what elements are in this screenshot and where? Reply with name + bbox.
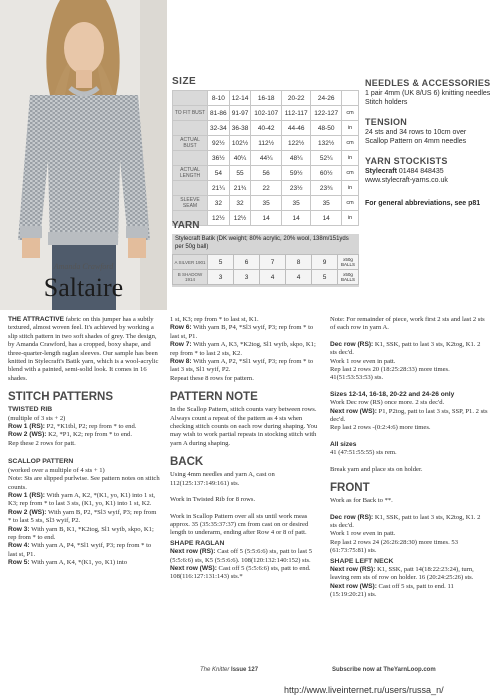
size-cell: 81-86 [208, 106, 230, 121]
twisted-rib-multiple: (multiple of 3 sts + 2) [8, 414, 66, 422]
size-cell: 23¾ [311, 181, 342, 196]
row-label: Row 2 (WS): [8, 508, 47, 516]
row-text: With yarn A, K2, *(K1, yo, K1) into 1 st, K3; rep from * to last 3 sts, (K1, yo, K1) into 1 st, K2. [8, 491, 156, 508]
size-cell: 32 [208, 196, 230, 211]
size-unit: cm [342, 136, 359, 151]
row-label: Next row (WS): [330, 582, 377, 590]
size-cell: 122-127 [311, 106, 342, 121]
row-text: Cast off 5 (5:5:6:6) sts, patt to last 5 (5:5:6:6) sts, K5 (5:5:6:6). 108(120:132:140:152) sts. [170, 548, 313, 564]
back-body: Work in Scallop Pattern over all sts until work meas approx. 35 (35:35:37:37) cm from cast on or desired length to underarm, ending after Row 4 or 8 of patt. [170, 512, 309, 537]
row-text: 41 (47:51:55:55) sts rem. [330, 449, 397, 457]
size-cell: 40-42 [251, 121, 282, 136]
row-label: Row 4: [8, 542, 30, 550]
size-cell: 52¼ [311, 151, 342, 166]
row-text: Break yarn and place sts on holder. [330, 465, 423, 473]
row-text: With yarn B, P2, *Sl3 wyif, P3; rep from * to last 5 sts, Sl3 wyif, P2. [8, 508, 157, 525]
row-text: Rep last 2 rows -(0:2:4:6) more times. [330, 424, 431, 432]
size-row-label: TO FIT BUST [173, 106, 208, 121]
size-cell: 21¾ [229, 181, 251, 196]
size-row [173, 121, 359, 136]
yarn-cell: 3 [208, 270, 234, 285]
front-heading: FRONT [330, 482, 370, 495]
abbreviations-note: For general abbreviations, see p81 [365, 200, 481, 207]
yarn-cell: 6 [234, 255, 260, 270]
row-text: Work as for Back to **. [330, 497, 393, 505]
yarn-row [173, 255, 359, 270]
row-label: Row 8: [170, 358, 192, 366]
column-3 [330, 316, 488, 600]
row-label: Dec row (RS): [330, 340, 374, 348]
size-heading: SIZE [172, 76, 197, 87]
yarn-cell: 8 [286, 255, 312, 270]
row-label: Row 5: [8, 559, 30, 567]
scallop-multiple: (worked over a multiple of 4 sts + 1) [8, 466, 105, 474]
size-cell: 102½ [229, 136, 251, 151]
size-cell: 14 [251, 211, 282, 226]
size-row [173, 91, 359, 106]
row-text: With yarn B, K1, *K2tog, Sl1 wyib, skpo, K1; rep from * to end. [8, 525, 154, 541]
yarn-cell: 5 [208, 255, 234, 270]
size-cell: 36½ [208, 151, 230, 166]
stockists-text [365, 167, 491, 185]
size-row [173, 181, 359, 196]
pattern-note-text: In the Scallop Pattern, stitch counts vary between rows. Always count a repeat of the pattern as 4 sts when checking stitch counts on each row during shaping. You may wish to work partial repeats in stocking stitch with yarn A during shaping. [170, 406, 318, 447]
back-heading: BACK [170, 456, 204, 469]
yarn-cell: 4 [286, 270, 312, 285]
size-table [172, 90, 359, 226]
size-cell: 22 [251, 181, 282, 196]
row-text: K1, SSK, patt 14(18:22:23:24), turn, leaving rem sts of row on holder. 16 (20:24:25:26) sts. [330, 565, 474, 582]
scallop-heading: SCALLOP PATTERN [8, 458, 74, 466]
row-label: Next row (WS): [330, 407, 377, 415]
yarn-colour-label: A SILVER 1901 [173, 255, 208, 270]
shape-left-neck-heading: SHAPE LEFT NECK [330, 557, 394, 565]
size-row [173, 211, 359, 226]
design-credit [0, 262, 167, 303]
row-text: K2, *P1, K2; rep from * to end. [48, 431, 133, 439]
row-text: Rep last 2 rows 24 (26:26:28:30) more times. 53 (61:73:75:81) sts. [330, 538, 459, 555]
row-text: P1, P2tog, patt to last 3 sts, SSP, P1. 2 sts dec'd. [330, 407, 488, 424]
row-label: Row 6: [170, 324, 192, 332]
pattern-title: Saltaire [43, 273, 124, 302]
size-row-label: SLEEVE SEAM [173, 196, 208, 211]
issue-number: Issue 127 [231, 667, 259, 673]
size-row [173, 136, 359, 151]
row-label: Row 1 (RS): [8, 491, 45, 499]
size-row-label: ACTUAL LENGTH [173, 166, 208, 181]
back-cast-on: Using 4mm needles and yarn A, cast on 112(125:137:149:161) sts. [170, 471, 275, 487]
row-label: Dec row (RS): [330, 513, 374, 521]
column-1 [8, 316, 160, 568]
size-cell: 35 [311, 196, 342, 211]
size-cell: 112-117 [281, 106, 310, 121]
yarn-table [172, 254, 359, 285]
designer-name: Amanda Crawford [53, 262, 114, 271]
size-row-label [173, 91, 208, 106]
repeat-note: Rep these 2 rows for patt. [8, 439, 76, 447]
yarn-row [173, 270, 359, 285]
size-row-label [173, 121, 208, 136]
row-text: Cast off 5 (5:5:6:6) sts, patt to end. 108(116:127:131:143) sts.* [170, 564, 311, 581]
size-row [173, 106, 359, 121]
row-label: Next row (RS): [170, 548, 216, 556]
size-cell: 91-97 [229, 106, 251, 121]
needles-heading: NEEDLES & ACCESSORIES [365, 78, 491, 88]
size-row [173, 151, 359, 166]
row-text: K1, SSK, patt to last 3 sts, K2tog, K1. 2 sts dec'd. [330, 513, 481, 529]
size-unit: cm [342, 196, 359, 211]
size-cell: 20-22 [281, 91, 310, 106]
size-cell: 16-18 [251, 91, 282, 106]
subscribe-link[interactable]: Subscribe now at TheYarnLoop.com [332, 667, 436, 673]
row-text: With yarn A, K4, *(K1, yo, K1) into [31, 559, 128, 567]
size-unit: cm [342, 106, 359, 121]
size-cell: 35 [251, 196, 282, 211]
size-row-label [173, 151, 208, 166]
row-text: K1, SSK, patt to last 3 sts, K2tog, K1. 2 sts dec'd. [330, 340, 481, 357]
row-text: 1 st, K3; rep from * to last st, K1. [170, 316, 259, 323]
back-rib: Work in Twisted Rib for 8 rows. [170, 496, 256, 504]
size-unit: cm [342, 166, 359, 181]
row-label: Row 7: [170, 341, 192, 349]
row-text: P2, *K1tbl, P2; rep from * to end. [46, 423, 137, 431]
stockists-heading: YARN STOCKISTS [365, 156, 448, 166]
tension-text: 24 sts and 34 rows to 10cm over Scallop Pattern on 4mm needles [365, 129, 467, 145]
size-cell: 32 [229, 196, 251, 211]
size-cell: 102-107 [251, 106, 282, 121]
repeat-note: Repeat these 8 rows for pattern. [170, 374, 254, 382]
needles-text: 1 pair 4mm (UK 8/US 6) knitting needles Stitch holders [365, 90, 491, 106]
row-label: Row 3: [8, 525, 30, 533]
footer-magazine [200, 667, 258, 673]
row-text: Cast off 5 sts, patt to end. 11 (15:19:20:21) sts. [330, 582, 454, 599]
yarn-description: Stylecraft Batik (DK weight; 80% acrylic, 20% wool, 138m/151yds per 50g ball) [175, 236, 349, 250]
size-cell: 24-26 [311, 91, 342, 106]
yarn-cell: 3 [234, 270, 260, 285]
twisted-rib-heading: TWISTED RIB [8, 406, 53, 414]
scallop-note: Note: Sts are slipped purlwise. See pattern notes on stitch counts. [8, 475, 160, 491]
size-cell: 8-10 [208, 91, 230, 106]
size-cell: 12½ [208, 211, 230, 226]
size-cell: 14 [281, 211, 310, 226]
yarn-unit: x50g BALLS [338, 255, 359, 270]
size-cell: 92½ [208, 136, 230, 151]
size-cell: 112½ [251, 136, 282, 151]
size-cell: 60½ [311, 166, 342, 181]
row-text: Work 1 row even in patt. [330, 530, 396, 538]
size-row [173, 196, 359, 211]
size-cell: 44¼ [251, 151, 282, 166]
size-cell: 59½ [281, 166, 310, 181]
all-sizes-subheading: All sizes [330, 440, 357, 448]
size-unit: in [342, 181, 359, 196]
stockist-name: Stylecraft [365, 168, 397, 175]
row-text: Work Dec row (RS) once more. 2 sts dec'd. [330, 399, 445, 407]
size-cell: 12-14 [229, 91, 251, 106]
size-cell: 23½ [281, 181, 310, 196]
row-text: Rep last 2 rows 20 (18:25:28:33) more times. 41(51:53:53:53) sts. [330, 366, 450, 382]
size-cell: 12½ [229, 211, 251, 226]
size-unit: in [342, 151, 359, 166]
size-cell: 56 [251, 166, 282, 181]
yarn-heading: YARN [172, 220, 200, 231]
size-cell: 14 [311, 211, 342, 226]
row-text: With yarn A, P2, *Sl1 wyif, P3; rep from * to last 3 sts, Sl1 wyif, P2. [170, 358, 314, 374]
magazine-name: The Knitter [200, 667, 230, 673]
size-cell: 122½ [281, 136, 310, 151]
row-label: Next row (RS): [330, 565, 376, 573]
yarn-a-note: Note: For remainder of piece, work first 2 sts and last 2 sts of each row in yarn A. [330, 316, 485, 332]
size-cell: 48¼ [281, 151, 310, 166]
size-cell: 21¼ [208, 181, 230, 196]
size-unit: in [342, 121, 359, 136]
yarn-cell: 7 [260, 255, 286, 270]
size-cell: 55 [229, 166, 251, 181]
size-cell: 132½ [311, 136, 342, 151]
yarn-cell: 4 [260, 270, 286, 285]
size-cell: 40¼ [229, 151, 251, 166]
size-cell: 48-50 [311, 121, 342, 136]
sizes-subheading: Sizes 12-14, 16-18, 20-22 and 24-26 only [330, 390, 455, 398]
size-row [173, 166, 359, 181]
stockist-web: www.stylecraft-yarns.co.uk [365, 177, 448, 184]
size-cell: 36-38 [229, 121, 251, 136]
size-cell: 54 [208, 166, 230, 181]
size-cell: 35 [281, 196, 310, 211]
row-label: Row 2 (WS): [8, 431, 47, 439]
yarn-unit: x50g BALLS [338, 270, 359, 285]
intro-lead: THE ATTRACTIVE [8, 316, 65, 323]
tension-heading: TENSION [365, 117, 408, 127]
size-unit: in [342, 211, 359, 226]
row-text: With yarn A, K3, *K2tog, Sl1 wyib, skpo, K1; rep from * to last 2 sts, K2. [170, 341, 316, 357]
size-row-label: ACTUAL BUST [173, 136, 208, 151]
info-sidebar [365, 78, 491, 218]
row-text: With yarn A, P4, *Sl1 wyif, P3; rep from * to last st, P1. [8, 542, 152, 558]
yarn-cell: 5 [312, 270, 338, 285]
yarn-cell: 9 [312, 255, 338, 270]
stockist-phone: 01484 848435 [398, 168, 444, 175]
row-text: Work 1 row even in patt. [330, 357, 396, 365]
pattern-note-heading: PATTERN NOTE [170, 391, 258, 404]
column-2 [170, 316, 320, 582]
row-label: Row 1 (RS): [8, 423, 45, 431]
size-cell: 32-34 [208, 121, 230, 136]
shape-raglan-heading: SHAPE RAGLAN [170, 539, 225, 547]
row-label: Next row (WS): [170, 564, 217, 572]
source-url[interactable]: http://www.liveinternet.ru/users/russa_n/ [284, 685, 444, 695]
stitch-patterns-heading: STITCH PATTERNS [8, 391, 113, 404]
size-row-label [173, 181, 208, 196]
row-text: With yarn B, P4, *Sl3 wyif, P3; rep from * to last st, P1. [170, 324, 314, 340]
yarn-colour-label: B SHADOW 1914 [173, 270, 208, 285]
size-unit [342, 91, 359, 106]
size-cell: 44-46 [281, 121, 310, 136]
intro-text: fabric on this jumper has a subtly textured, almost woven feel. It's achieved by working a slip stitch pattern in two soft shades of grey. The design, by Amanda Crawford, has a cropped, boxy shape, and three-quarter-length raglan sleeves. Our sample has been knitted in Stylecraft's Batik yarn, which is a wool-acrylic blend with a painted, semi-solid look. It comes in 16 shades. [8, 316, 159, 382]
